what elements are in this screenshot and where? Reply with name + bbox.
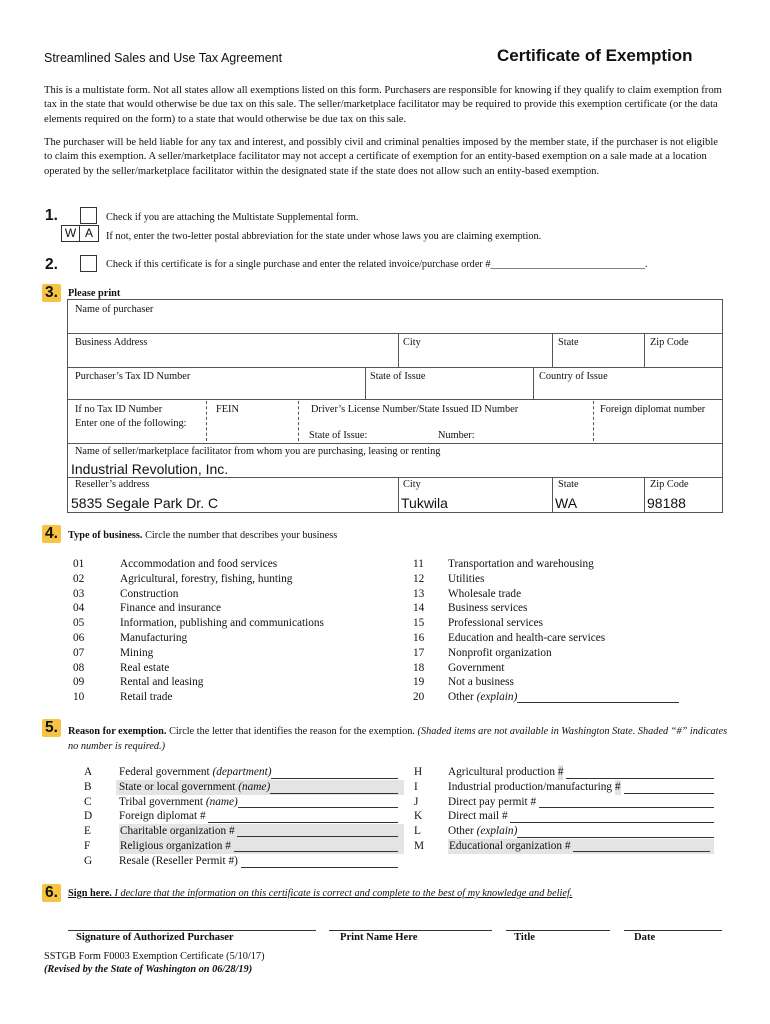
- reason-label: Educational organization #: [449, 839, 571, 852]
- signature-label: Signature of Authorized Purchaser: [76, 932, 234, 943]
- state-char-1: W: [62, 226, 80, 241]
- date-line[interactable]: [624, 930, 722, 931]
- reason-label: Direct pay permit #: [448, 795, 537, 808]
- reason-code: K: [414, 810, 423, 823]
- business-label: Information, publishing and communications: [120, 617, 324, 630]
- please-print-label: Please print: [68, 288, 121, 299]
- business-label: Agricultural, forestry, fishing, hunting: [120, 572, 293, 585]
- reason-label: Federal government: [119, 766, 210, 778]
- reason-B-code: B: [84, 780, 92, 793]
- business-label: Professional services: [448, 617, 544, 630]
- reason-label: State or local government: [119, 780, 236, 793]
- reason-K-field[interactable]: [510, 810, 714, 823]
- section-4-number: 4.: [42, 525, 61, 543]
- city-label: City: [403, 337, 421, 348]
- reason-hint: #: [614, 780, 621, 793]
- business-code: 01: [73, 558, 85, 570]
- zip-code-field[interactable]: [648, 350, 718, 366]
- seller-state-value[interactable]: WA: [555, 495, 578, 511]
- seller-city-label: City: [403, 479, 421, 490]
- state-label: State: [558, 337, 579, 348]
- reason-J[interactable]: [414, 795, 724, 810]
- reason-A[interactable]: [84, 765, 404, 780]
- reason-label: Tribal government: [119, 795, 203, 808]
- reason-E[interactable]: [84, 824, 404, 839]
- reason-H-field[interactable]: [566, 766, 714, 779]
- date-label: Date: [634, 932, 656, 943]
- business-label: Nonprofit organization: [448, 646, 552, 659]
- business-label: Government: [448, 661, 505, 674]
- business-type-12[interactable]: [413, 572, 733, 587]
- business-type-20[interactable]: [413, 690, 733, 705]
- business-label: Real estate: [120, 661, 170, 674]
- reason-hint: #: [557, 766, 564, 778]
- business-address-field[interactable]: [72, 350, 394, 366]
- reseller-address-label: Reseller’s address: [75, 479, 150, 490]
- reason-B-field[interactable]: [270, 781, 398, 794]
- other-explain-hint: (explain): [476, 691, 518, 704]
- reason-label: Other: [448, 825, 474, 838]
- reason-C-field[interactable]: [238, 795, 398, 808]
- sign-here-heading: [68, 888, 572, 899]
- reason-D-field[interactable]: [208, 810, 398, 823]
- drivers-license-field[interactable]: [302, 417, 590, 429]
- business-type-13[interactable]: [413, 587, 733, 602]
- single-purchase-checkbox[interactable]: [80, 255, 97, 272]
- business-code: 09: [73, 676, 85, 689]
- business-code: 08: [73, 661, 85, 674]
- reason-L-field[interactable]: [517, 825, 714, 838]
- type-of-business-subtitle: Circle the number that describes your business: [145, 530, 338, 541]
- business-type-09[interactable]: [73, 675, 393, 690]
- reason-code: M: [414, 839, 425, 852]
- state-of-issue-label: State of Issue: [370, 371, 426, 382]
- state-field[interactable]: [556, 350, 640, 366]
- reason-K[interactable]: [414, 809, 724, 824]
- name-of-purchaser-label: Name of purchaser: [75, 304, 154, 315]
- reason-D[interactable]: [84, 809, 404, 824]
- business-type-19[interactable]: [413, 675, 733, 690]
- title-label: Title: [514, 932, 535, 943]
- reason-label: Charitable organization #: [120, 825, 235, 838]
- business-label: Retail trade: [120, 691, 173, 704]
- reason-B[interactable]: [116, 780, 404, 795]
- business-label: Transportation and warehousing: [448, 558, 594, 570]
- reason-label: Foreign diplomat #: [119, 810, 206, 823]
- seller-state-label: State: [558, 479, 579, 490]
- business-code: 18: [413, 661, 425, 674]
- no-tax-id-label: If no Tax ID Number: [75, 404, 163, 415]
- reason-note: (Shaded items are not available in Washington State. Shaded “#” indicates no number is required.): [68, 726, 728, 752]
- reason-code: A: [84, 766, 93, 778]
- reason-label: Industrial production/manufacturing: [448, 780, 613, 793]
- business-type-11[interactable]: [413, 557, 733, 572]
- business-code: 02: [73, 572, 85, 585]
- business-label: Education and health-care services: [448, 631, 606, 644]
- business-label: Other: [448, 691, 474, 704]
- business-label: Accommodation and food services: [120, 558, 278, 570]
- reason-F[interactable]: [84, 839, 404, 854]
- reason-J-field[interactable]: [539, 795, 714, 808]
- business-label: Finance and insurance: [120, 602, 222, 615]
- reason-F-field[interactable]: [234, 839, 398, 852]
- business-label: Manufacturing: [120, 631, 188, 644]
- business-type-01[interactable]: [73, 557, 393, 572]
- business-code: 05: [73, 617, 85, 630]
- reason-code: I: [414, 780, 418, 793]
- business-type-06[interactable]: [73, 631, 393, 646]
- business-code: 06: [73, 631, 85, 644]
- business-code: 16: [413, 631, 425, 644]
- fein-label: FEIN: [216, 404, 239, 415]
- state-abbreviation-label: If not, enter the two-letter postal abbreviation for the state under whose laws you are claiming exemption.: [106, 231, 542, 242]
- reason-code: H: [414, 766, 423, 778]
- fein-field[interactable]: [210, 417, 294, 441]
- business-label: Construction: [120, 587, 179, 600]
- business-code: 13: [413, 587, 425, 600]
- business-label: Not a business: [448, 676, 514, 689]
- section-5-number: 5.: [42, 719, 61, 737]
- state-char-2: A: [84, 226, 93, 240]
- other-explain-field[interactable]: [517, 690, 679, 703]
- business-type-03[interactable]: [73, 587, 393, 602]
- zip-code-label: Zip Code: [650, 337, 689, 348]
- reason-E-field[interactable]: [237, 824, 398, 837]
- state-of-issue-field[interactable]: [368, 383, 530, 398]
- reason-hint: (name): [238, 780, 271, 793]
- reason-label: Direct mail #: [448, 810, 508, 823]
- reason-M-field[interactable]: [573, 839, 710, 852]
- purchaser-info-table: [67, 299, 723, 513]
- reason-A-field[interactable]: [271, 766, 398, 779]
- country-of-issue-label: Country of Issue: [539, 371, 608, 382]
- reason-code: L: [414, 825, 421, 838]
- business-type-05[interactable]: [73, 616, 393, 631]
- dl-number-label: Number:: [438, 430, 475, 441]
- business-code: 10: [73, 691, 85, 704]
- business-code: 15: [413, 617, 425, 630]
- business-type-07[interactable]: [73, 646, 393, 661]
- business-code: 20: [413, 691, 425, 704]
- drivers-license-label: Driver’s License Number/State Issued ID Number: [311, 404, 519, 415]
- business-label: Business services: [448, 602, 528, 615]
- business-label: Utilities: [448, 572, 485, 585]
- business-label: Mining: [120, 646, 154, 659]
- section-3-number: 3.: [42, 284, 61, 302]
- business-label: Rental and leasing: [120, 676, 204, 689]
- intro-paragraph-1: This is a multistate form. Not all states allow all exemptions listed on this form. Purchasers are responsible for knowing if they qualify to claim exemption from tax in the state that would otherwise be due tax on this sale. The seller/marketplace facilitator may be required to provide this exemption certificate (or the data elements required on the form) to a state that would otherwise be due tax on this sale.: [44, 85, 722, 125]
- city-field[interactable]: [402, 350, 548, 366]
- declaration-text: I declare that the information on this certificate is correct and complete to the best of my knowledge and belief.: [114, 888, 573, 899]
- business-code: 14: [413, 602, 425, 615]
- reason-label: Religious organization #: [120, 839, 231, 852]
- seller-zip-value[interactable]: 98188: [647, 495, 686, 511]
- reason-hint: (name): [205, 795, 238, 808]
- form-number: SSTGB Form F0003 Exemption Certificate (5/10/17): [44, 951, 265, 962]
- sign-here-title: Sign here.: [68, 888, 112, 899]
- signature-line[interactable]: [68, 930, 316, 931]
- intro-paragraph-2: The purchaser will be held liable for any tax and interest, and possibly civil and criminal penalties imposed by the member state, if the purchaser is not eligible to claim this exemption. A seller/marketplace facilitator may not accept a certificate of exemption for an entity-based exemption on a sale made at a location operated by the seller/marketplace facilitator within the designated state if the state does not allow such an entity-based exemption.: [44, 137, 718, 177]
- tax-id-field[interactable]: [72, 383, 362, 398]
- business-type-02[interactable]: [73, 572, 393, 587]
- print-name-label: Print Name Here: [340, 932, 418, 943]
- business-types-left: [73, 557, 393, 705]
- print-name-line[interactable]: [329, 930, 492, 931]
- tax-id-label: Purchaser’s Tax ID Number: [75, 371, 191, 382]
- business-code: 04: [73, 602, 85, 615]
- reason-subtitle: Circle the letter that identifies the reason for the exemption.: [169, 726, 415, 737]
- enter-one-label: Enter one of the following:: [75, 418, 187, 429]
- state-abbreviation-input[interactable]: [61, 225, 99, 242]
- reason-H[interactable]: [414, 765, 724, 780]
- dl-state-of-issue-label: State of Issue:: [309, 430, 368, 441]
- reason-code: J: [414, 795, 419, 808]
- business-type-18[interactable]: [413, 661, 733, 676]
- reason-C[interactable]: [84, 795, 404, 810]
- business-code: 07: [73, 646, 85, 659]
- reason-code: E: [84, 825, 91, 838]
- supplemental-form-label: Check if you are attaching the Multistate Supplemental form.: [106, 212, 359, 223]
- business-code: 17: [413, 646, 425, 659]
- country-of-issue-field[interactable]: [536, 383, 718, 398]
- business-code: 03: [73, 587, 85, 600]
- agreement-title: Streamlined Sales and Use Tax Agreement: [44, 51, 283, 65]
- section-1-number: 1.: [45, 207, 58, 224]
- section-2-number: 2.: [45, 256, 58, 273]
- reason-M[interactable]: [414, 839, 724, 854]
- seller-city-value[interactable]: Tukwila: [401, 495, 448, 511]
- title-line[interactable]: [506, 930, 610, 931]
- reason-label: Resale (Reseller Permit #): [119, 854, 238, 867]
- page-title: Certificate of Exemption: [497, 46, 693, 65]
- business-type-10[interactable]: [73, 690, 393, 705]
- business-code: 12: [413, 572, 425, 585]
- type-of-business-title: Type of business.: [68, 530, 143, 541]
- reason-title: Reason for exemption.: [68, 726, 167, 737]
- business-type-17[interactable]: [413, 646, 733, 661]
- foreign-diplomat-field[interactable]: [597, 417, 718, 441]
- reason-label: Agricultural production: [448, 766, 555, 778]
- reason-I[interactable]: [414, 780, 724, 795]
- name-of-purchaser-field[interactable]: [72, 316, 717, 332]
- reason-code: F: [84, 839, 91, 852]
- foreign-diplomat-label: Foreign diplomat number: [600, 404, 706, 415]
- business-code: 11: [413, 558, 424, 570]
- single-purchase-label: Check if this certificate is for a single purchase and enter the related invoice/purchase order #______________________________.: [106, 259, 648, 270]
- reason-G[interactable]: [84, 854, 404, 869]
- reason-code: C: [84, 795, 92, 808]
- business-types-right: [413, 557, 733, 705]
- seller-zip-label: Zip Code: [650, 479, 689, 490]
- reason-code: D: [84, 810, 93, 823]
- business-code: 19: [413, 676, 425, 689]
- type-of-business-heading: [68, 530, 337, 541]
- seller-name-value[interactable]: Industrial Revolution, Inc.: [71, 461, 229, 477]
- reason-L[interactable]: [414, 824, 724, 839]
- reasons-right: [414, 765, 724, 854]
- business-type-08[interactable]: [73, 661, 393, 676]
- revision-note: (Revised by the State of Washington on 06/28/19): [44, 964, 253, 975]
- reason-heading: [68, 724, 728, 754]
- reason-hint: (explain): [476, 825, 518, 838]
- reason-code: G: [84, 854, 93, 867]
- business-type-04[interactable]: [73, 601, 393, 616]
- business-type-15[interactable]: [413, 616, 733, 631]
- business-type-14[interactable]: [413, 601, 733, 616]
- business-type-16[interactable]: [413, 631, 733, 646]
- seller-name-label: Name of seller/marketplace facilitator from whom you are purchasing, leasing or renting: [75, 446, 441, 457]
- reason-hint: (department): [212, 766, 272, 778]
- reason-G-field[interactable]: [241, 855, 398, 868]
- supplemental-form-checkbox[interactable]: [80, 207, 97, 224]
- seller-street-value[interactable]: 5835 Segale Park Dr. C: [71, 495, 219, 511]
- section-6-number: 6.: [42, 884, 61, 902]
- business-address-label: Business Address: [75, 337, 148, 348]
- business-label: Wholesale trade: [448, 587, 522, 600]
- reasons-left: [84, 765, 404, 869]
- reason-I-field[interactable]: [624, 781, 714, 794]
